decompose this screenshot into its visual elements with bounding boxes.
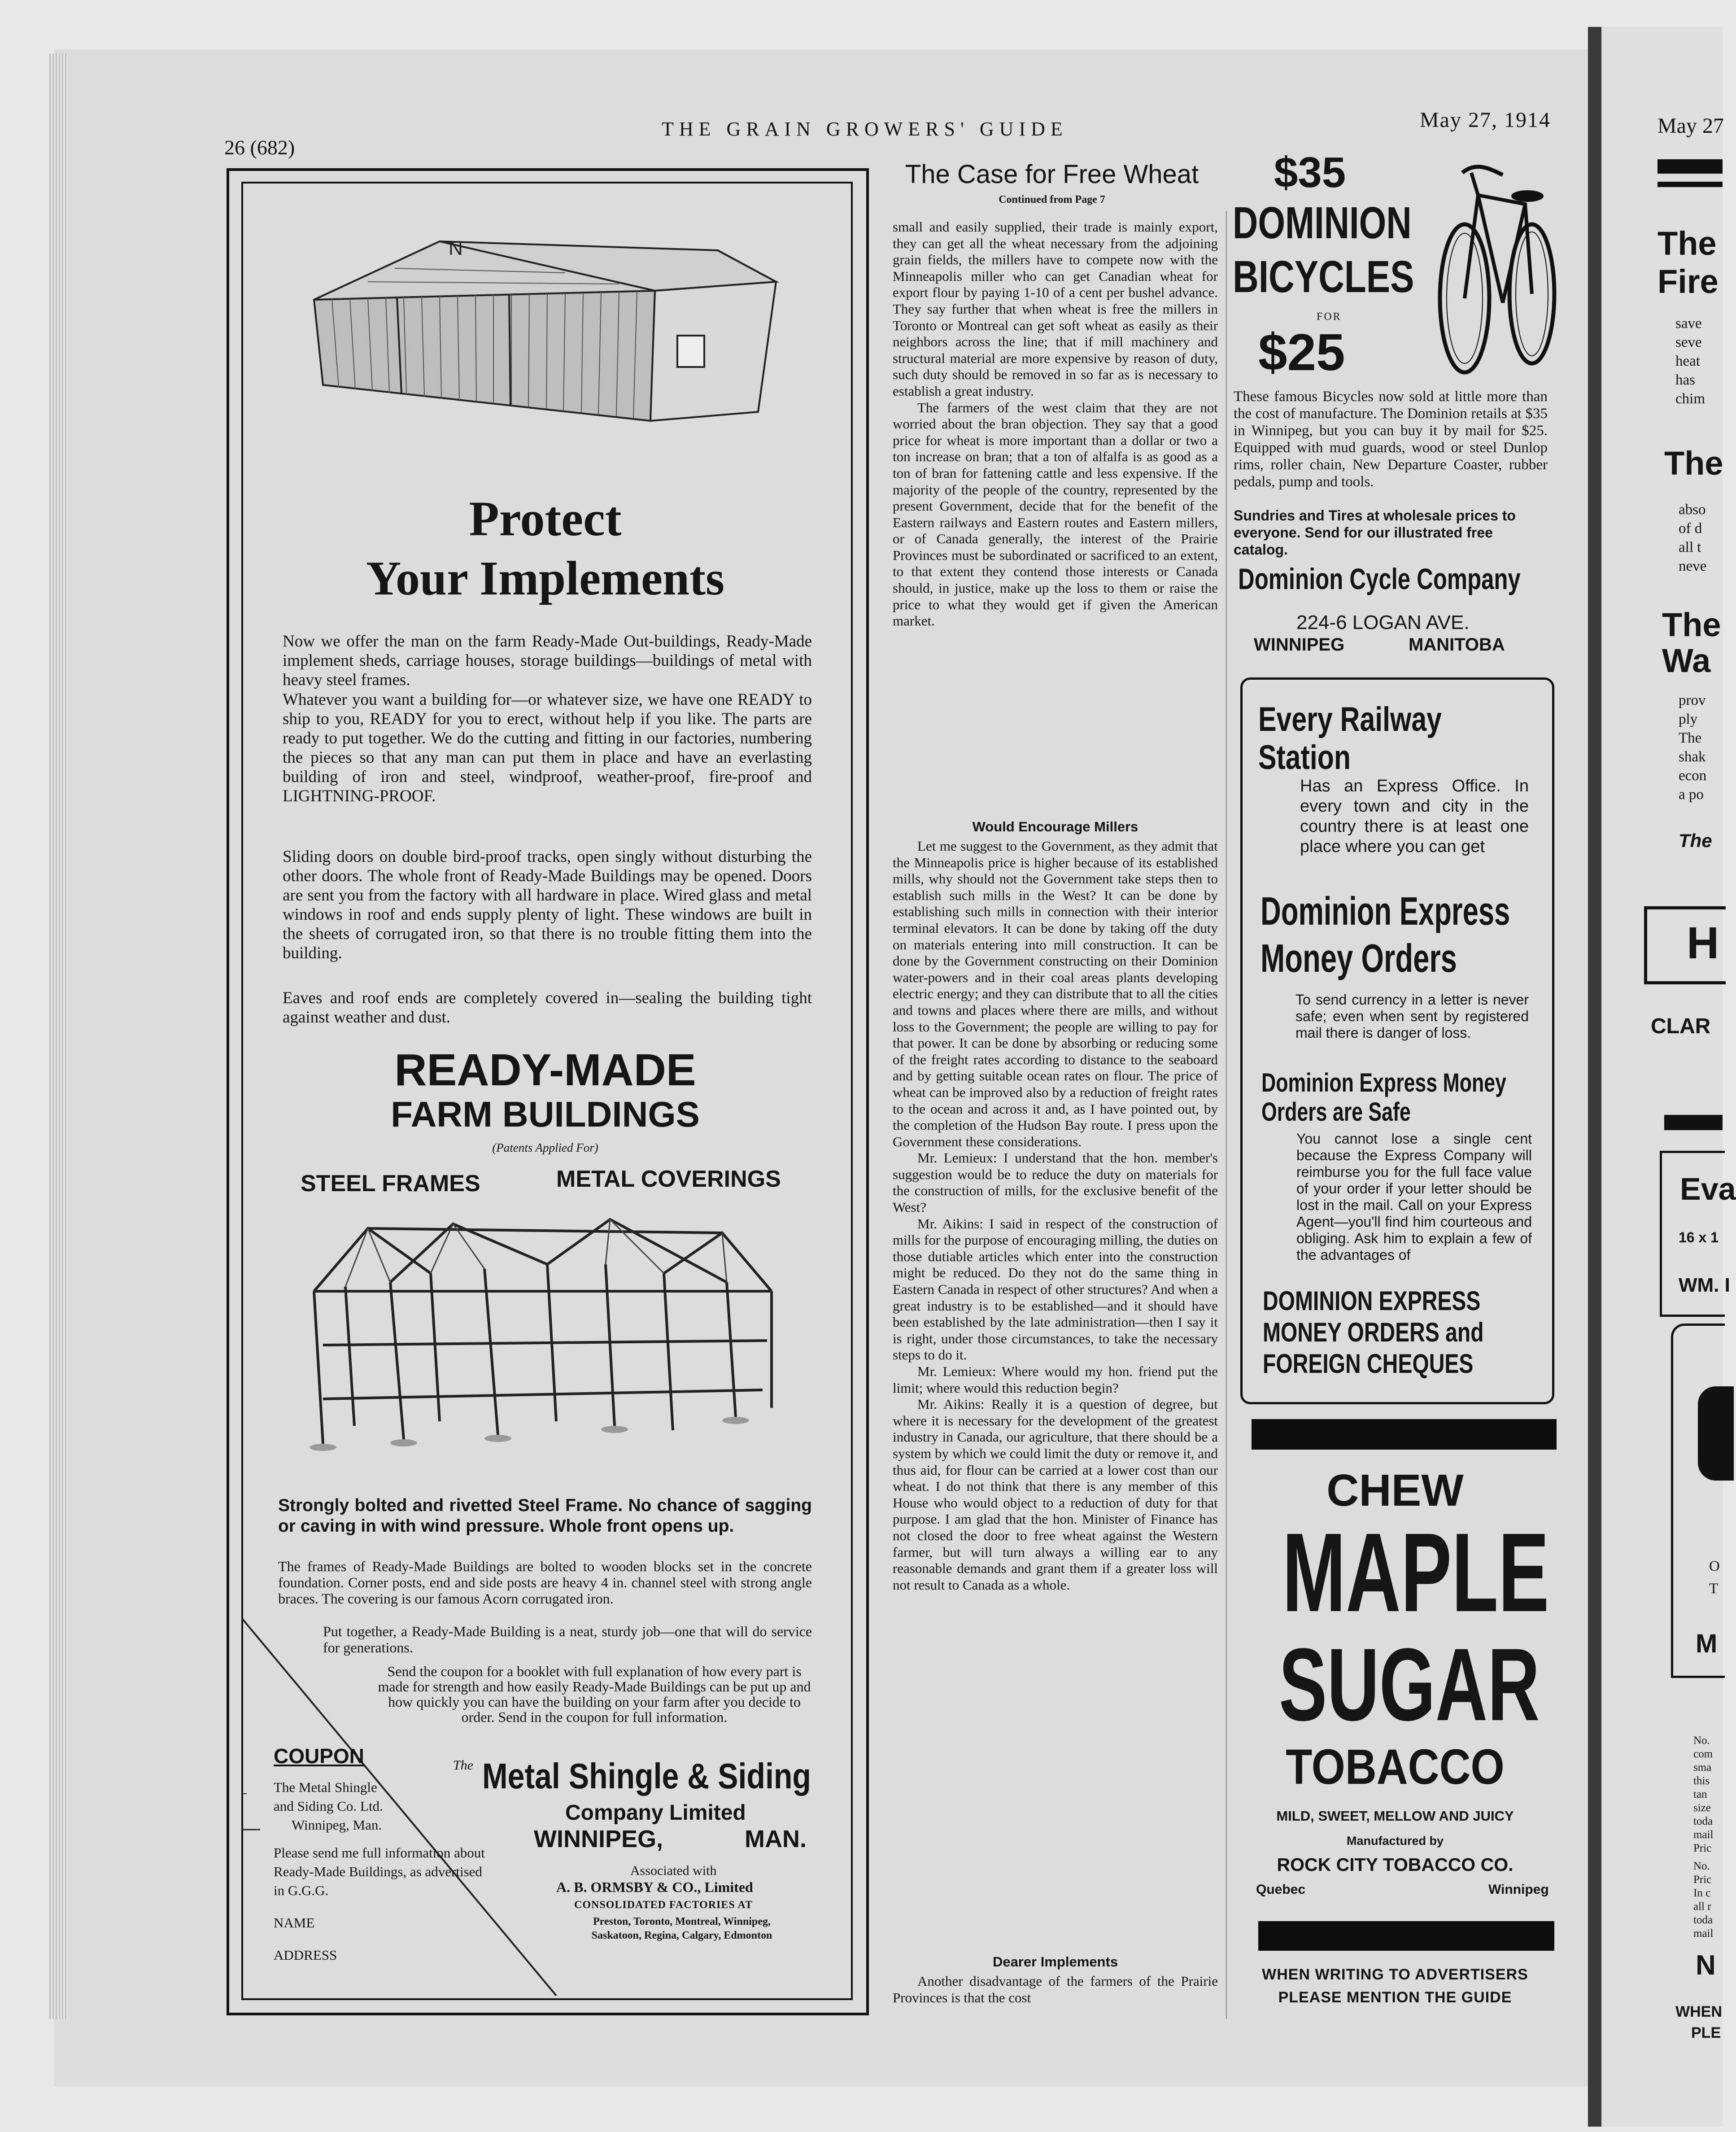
column-rule bbox=[1226, 211, 1227, 2019]
issue-date: May 27, 1914 bbox=[1420, 108, 1551, 132]
rp-small: tan bbox=[1693, 1788, 1707, 1800]
bike-company: Dominion Cycle Company bbox=[1238, 562, 1521, 595]
rp-text: has bbox=[1675, 372, 1695, 388]
rp-wm: WM. I bbox=[1679, 1274, 1730, 1296]
bike-name-2: BICYCLES bbox=[1233, 252, 1414, 302]
article-paragraph: Mr. Lemieux: I understand that the hon. member's suggestion would be to reduce the duty on materials for the construction of mills, for the exclusive benefit of the West? bbox=[893, 1150, 1218, 1215]
rp-small: this bbox=[1693, 1775, 1710, 1787]
article-title: The Case for Free Wheat bbox=[905, 160, 1199, 189]
article-paragraph: Mr. Aikins: I said in respect of the construction of mills for the purpose of encouraging milling, the duties on those dutiable articles which enter into the construction might be reduced. Do they not do the same thing in Eastern Canada in respect of other structures? And when a great industry is to be established—and it should have been established by the late administration—then I say it is right, under those circumstances, to take the necessary steps to do it. bbox=[893, 1215, 1218, 1363]
frames-para: The frames of Ready-Made Buildings are bolted to wooden blocks set in the concrete foundation. Corner posts, end and side posts are heavy 4 in. channel steel with strong angle braces. The covering is our famous Acorn corrugated iron. bbox=[278, 1558, 812, 1607]
rp-text: abso bbox=[1679, 502, 1706, 518]
ready-made-buildings-ad bbox=[242, 183, 848, 1996]
rp-text: shak bbox=[1679, 749, 1706, 765]
rp-small: Pric bbox=[1693, 1874, 1712, 1886]
frame-caption: Strongly bolted and rivetted Steel Frame. No chance of sagging or caving in with wind pressure. Whole front opens up. bbox=[278, 1496, 812, 1536]
rp-small: toda bbox=[1693, 1815, 1713, 1827]
ready-made-title: READY-MADE bbox=[394, 1045, 696, 1095]
running-head: THE GRAIN GROWERS' GUIDE bbox=[662, 118, 1068, 140]
article-continued: Continued from Page 7 bbox=[999, 194, 1105, 205]
express-intro: Has an Express Office. In every town and city in the country there is at least one place where you can get bbox=[1300, 777, 1529, 856]
headline-protect: Protect bbox=[469, 491, 622, 546]
rp-n: N bbox=[1696, 1950, 1716, 1981]
rp-heading: Fire bbox=[1657, 263, 1719, 300]
express-foot-1: DOMINION EXPRESS bbox=[1263, 1286, 1481, 1316]
subhead-would-encourage-millers: Would Encourage Millers bbox=[972, 819, 1138, 834]
rp-small: No. bbox=[1693, 1860, 1710, 1872]
rp-small: toda bbox=[1693, 1914, 1713, 1926]
rp-text: ply bbox=[1679, 711, 1698, 727]
article-paragraph: Let me suggest to the Government, as they admit that the Minneapolis price is higher because of its established mills, why should not the Government take steps then to establish such mills in the West? It can be done by establishing such mills in connection with their interior terminal elevators. It can be done by taking off the duty on materials entering into mill construction. It can be done by the Government constructing on their Dominion water-powers and in their coal areas plants developing electric energy; and they can distribute that to all the cities and towns and places where there are mills, and without loss to the Government; the people are willing to pay for that power. It can be done by absorbing or reducing some of the freight rates according to distance to the seaboard and by getting suitable ocean rates on flour. The price of wheat can be improved also by a reduction of freight rates to the ocean and across it and, as I have pointed out, by the completion of the Hudson Bay route. I press upon the Government these considerations. bbox=[893, 838, 1218, 1149]
page-edges bbox=[49, 54, 67, 2019]
tobacco-chew: CHEW bbox=[1326, 1465, 1464, 1516]
farm-buildings-title: FARM BUILDINGS bbox=[391, 1094, 700, 1134]
coupon-request: Please send me full information about Ready-Made Buildings, as advertised in G.G.G. bbox=[274, 1845, 485, 1898]
tobacco-bottom-bar bbox=[1258, 1921, 1554, 1951]
coupon-line-1: The Metal Shingle bbox=[274, 1779, 377, 1795]
rp-ev-sub: 16 x 1 bbox=[1679, 1229, 1719, 1245]
article-paragraph: Mr. Lemieux: Where would my hon. friend put the limit; where would this reduction begin? bbox=[893, 1363, 1218, 1396]
send-coupon-para: Send the coupon for a booklet with full explanation of how every part is made for strength and how easily Ready-Made Buildings can be put up and how quickly you can have the building on your farm after you decide to order. Send in the coupon for full information. bbox=[378, 1663, 811, 1725]
rp-small: all r bbox=[1693, 1900, 1711, 1913]
rp-box-letter: H bbox=[1687, 918, 1719, 968]
factories-title: CONSOLIDATED FACTORIES AT bbox=[574, 1899, 753, 1911]
rp-o: O bbox=[1709, 1558, 1720, 1574]
footer-note-1: WHEN WRITING TO ADVERTISERS bbox=[1262, 1966, 1528, 1983]
company-name: Metal Shingle & Siding bbox=[482, 1756, 811, 1796]
article-block-3 bbox=[893, 1973, 1218, 2006]
subhead-dearer-implements: Dearer Implements bbox=[992, 1954, 1118, 1970]
book-gutter bbox=[1588, 27, 1601, 2127]
tobacco-city-2: Winnipeg bbox=[1488, 1882, 1549, 1897]
rp-ev: Eva bbox=[1680, 1171, 1736, 1206]
tobacco-city-1: Quebec bbox=[1256, 1882, 1306, 1897]
associate-name: A. B. ORMSBY & CO., Limited bbox=[556, 1879, 753, 1895]
rp-tall-box bbox=[1671, 1324, 1725, 1678]
rp-rule-3 bbox=[1664, 1115, 1723, 1130]
rp-small: size bbox=[1693, 1802, 1711, 1814]
tobacco-maker: ROCK CITY TOBACCO CO. bbox=[1277, 1854, 1514, 1875]
headline-your-implements: Your Implements bbox=[366, 552, 725, 605]
bike-address: 224-6 LOGAN AVE. bbox=[1296, 612, 1470, 633]
steel-frame-illustration bbox=[296, 1210, 798, 1462]
steel-frames-label: STEEL FRAMES bbox=[301, 1171, 480, 1197]
factories-list: Preston, Toronto, Montreal, Winnipeg, Saskatoon, Regina, Calgary, Edmonton bbox=[591, 1916, 772, 1941]
article-paragraph: Mr. Aikins: Really it is a question of degree, but where it is necessary for the development of the greatest industry in Canada, our agriculture, that there should be a system by which we could limit the duty or remove it, and thus aid, for flour can be carried at a lower cost than our wheat. I do not think that there is any member of this House who would object to a reduction of duty for that purpose. I am glad that the hon. Minister of Finance has not closed the door to free wheat against the Western farmer, but will turn always a willing ear to any reasonable demands and grant them if a greater loss will not result to Canada as a whole. bbox=[893, 1396, 1218, 1593]
rp-small: Pric bbox=[1693, 1842, 1712, 1854]
rp-text: econ bbox=[1679, 768, 1707, 784]
express-head-2: Station bbox=[1258, 738, 1351, 777]
article-paragraph: The farmers of the west claim that they are not worried about the bran objection. They say that a good price for wheat is more important than a dollar or two a ton increase on bran; that a ton of alfalfa is as good as a ton of bran for fattening cattle and less expensive. If the majority of the people of the country, represented by the present Government, decide that for the benefit of the Eastern railways and Eastern routes and Eastern millers, or of Canada generally, the interest of the Prairie Provinces must be subordinated or sacrificed to an extent, to that extent they contend those interests or Canada should, in justice, make up the loss to them or raise the price to what they would get if given the American market. bbox=[893, 399, 1218, 629]
rp-clar: CLAR bbox=[1651, 1014, 1711, 1038]
ad-para-3: Sliding doors on double bird-proof tracks, open singly without disturbing the other doors. The whole front of Ready-Made Buildings may be opened. Doors are sent you from the factory with all hardware in place. Wired glass and metal windows in roof and ends supply plenty of light. These windows are built in the sheets of corrugated iron, so that there is no trouble fitting them into the building. bbox=[283, 848, 812, 962]
tobacco-maple: MAPLE bbox=[1282, 1510, 1549, 1635]
company-the: The bbox=[453, 1758, 473, 1773]
bike-name-1: DOMINION bbox=[1233, 198, 1412, 248]
express-foot-3: FOREIGN CHEQUES bbox=[1263, 1349, 1474, 1379]
rp-when: WHEN bbox=[1675, 2003, 1722, 2020]
bike-province: MANITOBA bbox=[1409, 635, 1505, 655]
express-safe-1: Dominion Express Money bbox=[1261, 1068, 1506, 1097]
rp-text: all t bbox=[1679, 539, 1701, 555]
rp-date: May 27 bbox=[1657, 114, 1724, 138]
bike-sundries: Sundries and Tires at wholesale prices to everyone. Send for our illustrated free catalog. bbox=[1234, 507, 1516, 558]
rp-text: heat bbox=[1675, 353, 1700, 369]
express-big-1: Dominion Express bbox=[1261, 889, 1510, 933]
rp-heading: The bbox=[1679, 830, 1712, 851]
rp-small: mail bbox=[1693, 1829, 1714, 1841]
bike-price-new: $25 bbox=[1258, 323, 1345, 381]
coupon-line-3: Winnipeg, Man. bbox=[292, 1817, 382, 1833]
rp-t: T bbox=[1709, 1581, 1719, 1597]
tobacco-sugar: SUGAR bbox=[1279, 1627, 1540, 1742]
rp-text: prov bbox=[1679, 692, 1706, 708]
rp-rule-1 bbox=[1657, 159, 1723, 174]
company-limited: Company Limited bbox=[565, 1801, 746, 1825]
rp-heading: The bbox=[1664, 445, 1723, 482]
express-big-2: Money Orders bbox=[1261, 936, 1457, 980]
coupon-name-field[interactable]: NAME bbox=[274, 1915, 315, 1931]
bike-price-old: $35 bbox=[1274, 149, 1346, 197]
tobacco-top-bar bbox=[1252, 1419, 1557, 1450]
rp-heading: The bbox=[1657, 225, 1717, 262]
express-currency: To send currency in a letter is never safe; even when sent by registered mail there is danger of loss. bbox=[1295, 992, 1529, 1041]
express-head-1: Every Railway bbox=[1258, 700, 1442, 738]
rp-text: seve bbox=[1675, 334, 1702, 350]
tobacco-manufactured: Manufactured by bbox=[1346, 1834, 1444, 1848]
article-paragraph: Another disadvantage of the farmers of the Prairie Provinces is that the cost bbox=[893, 1973, 1218, 2005]
company-city: WINNIPEG, bbox=[534, 1826, 663, 1852]
rp-text: The bbox=[1679, 730, 1702, 746]
ad-para-1: Now we offer the man on the farm Ready-Made Out-buildings, Ready-Made implement sheds, carriage houses, storage buildings—buildings of metal with heavy steel frames. bbox=[283, 632, 812, 689]
tobacco-taste: MILD, SWEET, MELLOW AND JUICY bbox=[1276, 1808, 1514, 1824]
rp-text: chim bbox=[1675, 391, 1705, 407]
put-together-para: Put together, a Ready-Made Building is a neat, sturdy job—one that will do service for generations. bbox=[323, 1623, 812, 1656]
express-safe-2: Orders are Safe bbox=[1261, 1097, 1411, 1127]
bike-for: FOR bbox=[1317, 311, 1342, 323]
rp-small: In c bbox=[1693, 1887, 1711, 1899]
associated-with: Associated with bbox=[630, 1863, 717, 1878]
rp-small: com bbox=[1693, 1748, 1713, 1760]
rp-text: a po bbox=[1679, 786, 1704, 803]
express-foot-2: MONEY ORDERS and bbox=[1263, 1317, 1484, 1347]
bike-city: WINNIPEG bbox=[1254, 635, 1345, 655]
article-paragraph: small and easily supplied, their trade is mainly export, they can get all the wheat necessary from the adjoining grain fields, the millers have to compete now with the Minneapolis miller who can get Canadian wheat for export flour by paying 1-10 of a cent per bushel advance. They say further that when wheat is free the millers in Toronto or Montreal can get soft wheat as easily as their neighbors across the line; that if mill machinery and structural material are more expensive by reason of duty, such duty should be removed in so far as is necessary to establish a great industry. bbox=[893, 219, 1218, 399]
metal-coverings-label: METAL COVERINGS bbox=[556, 1166, 781, 1192]
patents-note: (Patents Applied For) bbox=[492, 1141, 598, 1154]
shed-illustration bbox=[305, 223, 789, 475]
rp-product-image bbox=[1698, 1386, 1734, 1481]
tobacco-tobacco: TOBACCO bbox=[1286, 1739, 1505, 1795]
rp-text: neve bbox=[1679, 558, 1707, 574]
rp-small: No. bbox=[1693, 1734, 1710, 1747]
ad-para-4: Eaves and roof ends are completely covered in—sealing the building tight against weather and dust. bbox=[283, 989, 812, 1027]
bicycle-icon bbox=[1435, 155, 1557, 379]
coupon-line-2: and Siding Co. Ltd. bbox=[274, 1798, 383, 1814]
ad-para-2: Whatever you want a building for—or whatever size, we have one READY to ship to you, READY for you to erect, without help if you like. The parts are ready to put together. We do the cutting and fitting in our factories, numbering the pieces so that any man can put them in place and have an everlasting building of iron and steel, windproof, weather-proof, fire-proof and LIGHTNING-PROOF. bbox=[283, 690, 812, 805]
rp-ple: PLE bbox=[1691, 2024, 1721, 2041]
footer-note-2: PLEASE MENTION THE GUIDE bbox=[1278, 1989, 1512, 2006]
rp-heading: The bbox=[1662, 606, 1721, 643]
rp-text: save bbox=[1675, 315, 1702, 332]
rp-small: mail bbox=[1693, 1927, 1714, 1940]
coupon-address-field[interactable]: ADDRESS bbox=[274, 1947, 337, 1963]
rp-text: of d bbox=[1679, 520, 1702, 537]
article-block-1 bbox=[893, 219, 1218, 629]
facing-page-fragment bbox=[1601, 27, 1736, 2127]
company-province: MAN. bbox=[745, 1826, 807, 1852]
article-block-2 bbox=[893, 838, 1218, 1593]
rp-heading: Wa bbox=[1662, 642, 1711, 679]
folio: 26 (682) bbox=[224, 136, 295, 159]
coupon-title: COUPON bbox=[274, 1744, 364, 1768]
rp-rule-2 bbox=[1657, 182, 1723, 187]
rp-m: M bbox=[1696, 1629, 1718, 1658]
rp-small: sma bbox=[1693, 1761, 1712, 1774]
express-safe-text: You cannot lose a single cent because the Express Company will reimburse you for the full face value of your order if your letter should be lost in the mail. Call on your Express Agent—you'll find him courteous and obliging. Ask him to explain a few of the advantages of bbox=[1296, 1131, 1532, 1263]
svg-text:N: N bbox=[449, 237, 463, 259]
bike-description: These famous Bicycles now sold at little more than the cost of manufacture. The Dominion retails at $35 in Winnipeg, but you can buy it by mail for $25. Equipped with mud guards, wood or steel Dunlop rims, roller chain, New Departure Coaster, rubber pedals, pump and tools. bbox=[1234, 389, 1548, 490]
